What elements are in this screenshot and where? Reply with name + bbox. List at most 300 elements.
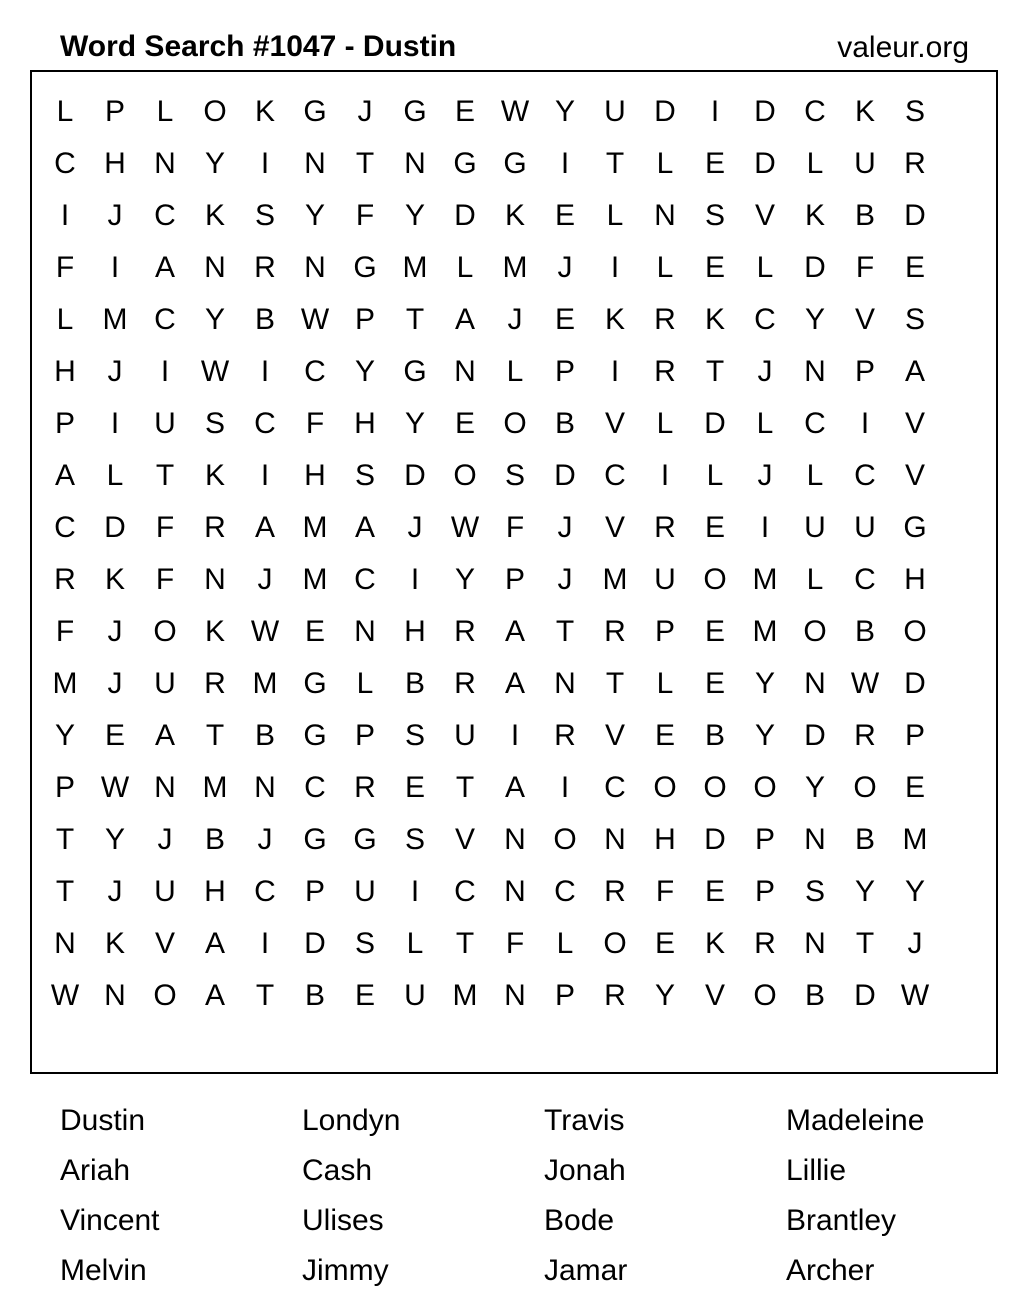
grid-cell: G: [303, 823, 327, 856]
grid-cell: K: [704, 303, 725, 336]
grid-cell: D: [804, 719, 826, 752]
grid-cell: J: [557, 251, 573, 284]
grid-cell: J: [557, 563, 573, 596]
grid-cell: C: [754, 303, 776, 336]
grid-cell: M: [902, 823, 928, 856]
grid-cell: U: [354, 875, 376, 908]
grid-cell: R: [604, 615, 626, 648]
grid-cell: R: [904, 147, 926, 180]
grid-cell: I: [60, 199, 70, 232]
grid-cell: N: [204, 251, 226, 284]
grid-cell: N: [104, 979, 126, 1012]
grid-cell: T: [605, 147, 625, 180]
grid-cell: W: [500, 95, 530, 128]
page-title: Word Search #1047 - Dustin: [60, 30, 457, 63]
grid-cell: T: [855, 927, 875, 960]
grid-cell: N: [254, 771, 276, 804]
grid-cell: B: [854, 823, 875, 856]
grid-cell: C: [254, 407, 276, 440]
grid-cell: H: [654, 823, 676, 856]
grid-cell: A: [354, 511, 375, 544]
grid-cell: F: [55, 251, 75, 284]
grid-cell: B: [854, 199, 875, 232]
grid-cell: L: [656, 667, 674, 700]
grid-cell: O: [603, 927, 627, 960]
grid-cell: N: [504, 875, 526, 908]
grid-cell: U: [154, 407, 176, 440]
grid-cell: F: [505, 511, 525, 544]
grid-cell: U: [854, 511, 876, 544]
grid-cell: C: [604, 771, 626, 804]
word-list-item: Jimmy: [302, 1254, 389, 1287]
grid-cell: D: [854, 979, 876, 1012]
grid-cell: L: [606, 199, 624, 232]
grid-cell: A: [54, 459, 75, 492]
grid-cell: L: [356, 667, 374, 700]
grid-cell: P: [854, 355, 875, 388]
grid-cell: U: [454, 719, 476, 752]
grid-cell: L: [806, 563, 824, 596]
grid-cell: T: [55, 823, 75, 856]
word-list-item: Jamar: [544, 1254, 628, 1287]
grid-cell: F: [55, 615, 75, 648]
grid-cell: Y: [904, 875, 925, 908]
grid-cell: K: [854, 95, 875, 128]
grid-cell: E: [704, 511, 725, 544]
grid-cell: P: [354, 303, 375, 336]
grid-cell: W: [300, 303, 330, 336]
grid-cell: J: [257, 563, 273, 596]
grid-cell: B: [704, 719, 725, 752]
grid-cell: M: [302, 563, 328, 596]
site-name: valeur.org: [837, 31, 969, 64]
word-list-item: Londyn: [302, 1104, 401, 1137]
grid-cell: O: [653, 771, 677, 804]
grid-cell: O: [153, 979, 177, 1012]
grid-cell: V: [904, 407, 925, 440]
grid-cell: S: [404, 823, 425, 856]
grid-cell: A: [504, 771, 525, 804]
grid-cell: D: [404, 459, 426, 492]
grid-cell: N: [654, 199, 676, 232]
grid-cell: U: [804, 511, 826, 544]
grid-cell: G: [403, 355, 427, 388]
grid-cell: R: [654, 355, 676, 388]
grid-cell: P: [54, 771, 75, 804]
grid-cell: K: [104, 927, 125, 960]
grid-cell: T: [605, 667, 625, 700]
grid-cell: J: [157, 823, 173, 856]
grid-cell: J: [107, 667, 123, 700]
word-list-item: Jonah: [544, 1154, 626, 1187]
grid-cell: R: [754, 927, 776, 960]
grid-cell: H: [304, 459, 326, 492]
grid-cell: A: [454, 303, 475, 336]
grid-cell: G: [353, 251, 377, 284]
grid-cell: O: [153, 615, 177, 648]
grid-cell: T: [405, 303, 425, 336]
grid-cell: M: [252, 667, 278, 700]
grid-cell: V: [704, 979, 725, 1012]
grid-cell: T: [555, 615, 575, 648]
grid-cell: C: [254, 875, 276, 908]
grid-cell: M: [302, 511, 328, 544]
grid-cell: I: [660, 459, 670, 492]
grid-cell: T: [455, 771, 475, 804]
grid-cell: E: [654, 927, 675, 960]
grid-cell: P: [504, 563, 525, 596]
grid-cell: B: [204, 823, 225, 856]
grid-cell: M: [752, 615, 778, 648]
grid-cell: F: [505, 927, 525, 960]
grid-cell: L: [806, 147, 824, 180]
grid-cell: I: [410, 563, 420, 596]
grid-cell: N: [154, 771, 176, 804]
grid-cell: U: [854, 147, 876, 180]
grid-cell: D: [554, 459, 576, 492]
grid-cell: T: [155, 459, 175, 492]
grid-cell: P: [654, 615, 675, 648]
grid-cell: N: [454, 355, 476, 388]
grid-cell: D: [304, 927, 326, 960]
grid-cell: W: [900, 979, 930, 1012]
grid-cell: A: [504, 667, 525, 700]
grid-cell: B: [304, 979, 325, 1012]
grid-cell: Y: [404, 199, 425, 232]
word-list-item: Melvin: [60, 1254, 147, 1287]
grid-cell: U: [154, 875, 176, 908]
grid-cell: Y: [354, 355, 375, 388]
grid-cell: M: [102, 303, 128, 336]
grid-cell: J: [757, 355, 773, 388]
grid-cell: K: [254, 95, 275, 128]
grid-cell: R: [54, 563, 76, 596]
grid-cell: N: [354, 615, 376, 648]
grid-cell: W: [200, 355, 230, 388]
grid-cell: I: [260, 459, 270, 492]
grid-cell: O: [453, 459, 477, 492]
grid-cell: M: [502, 251, 528, 284]
grid-cell: J: [407, 511, 423, 544]
grid-cell: G: [353, 823, 377, 856]
grid-cell: H: [104, 147, 126, 180]
grid-cell: B: [804, 979, 825, 1012]
grid-cell: P: [554, 355, 575, 388]
grid-cell: F: [155, 563, 175, 596]
grid-cell: T: [255, 979, 275, 1012]
grid-cell: E: [704, 667, 725, 700]
grid-cell: F: [655, 875, 675, 908]
grid-cell: E: [654, 719, 675, 752]
word-list-item: Ulises: [302, 1204, 384, 1237]
grid-cell: D: [754, 147, 776, 180]
grid-cell: D: [454, 199, 476, 232]
grid-cell: R: [454, 667, 476, 700]
grid-cell: C: [154, 303, 176, 336]
grid-cell: S: [254, 199, 275, 232]
grid-cell: G: [303, 667, 327, 700]
grid-cell: P: [554, 979, 575, 1012]
grid-cell: F: [855, 251, 875, 284]
grid-cell: P: [754, 875, 775, 908]
grid-cell: S: [354, 459, 375, 492]
word-list: [60, 1096, 1028, 1296]
grid-cell: W: [250, 615, 280, 648]
grid-cell: G: [453, 147, 477, 180]
grid-cell: S: [504, 459, 525, 492]
grid-cell: Y: [304, 199, 325, 232]
word-list-item: Archer: [786, 1254, 875, 1287]
grid-cell: Y: [204, 147, 225, 180]
grid-cell: C: [454, 875, 476, 908]
word-list-item: Vincent: [60, 1204, 160, 1237]
grid-cell: E: [304, 615, 325, 648]
word-list-item: Brantley: [786, 1204, 897, 1237]
grid-cell: N: [604, 823, 626, 856]
grid-cell: V: [154, 927, 175, 960]
grid-cell: N: [204, 563, 226, 596]
grid-cell: I: [860, 407, 870, 440]
grid-cell: E: [554, 303, 575, 336]
grid-cell: I: [560, 147, 570, 180]
grid-cell: O: [703, 771, 727, 804]
grid-cell: H: [904, 563, 926, 596]
grid-cell: I: [710, 95, 720, 128]
grid-cell: L: [756, 251, 774, 284]
grid-cell: Y: [754, 667, 775, 700]
grid-cell: R: [554, 719, 576, 752]
grid-cell: B: [554, 407, 575, 440]
grid-cell: E: [704, 615, 725, 648]
grid-cell: T: [455, 927, 475, 960]
grid-cell: O: [803, 615, 827, 648]
grid-cell: B: [254, 303, 275, 336]
grid-cell: C: [554, 875, 576, 908]
grid-cell: F: [355, 199, 375, 232]
grid-cell: J: [257, 823, 273, 856]
grid-cell: S: [404, 719, 425, 752]
grid-cell: L: [456, 251, 474, 284]
grid-cell: N: [304, 147, 326, 180]
grid-cell: U: [604, 95, 626, 128]
grid-cell: K: [204, 615, 225, 648]
grid-cell: N: [804, 823, 826, 856]
grid-cell: A: [204, 979, 225, 1012]
grid-cell: W: [50, 979, 80, 1012]
grid-cell: E: [704, 147, 725, 180]
grid-cell: L: [106, 459, 124, 492]
grid-cell: M: [202, 771, 228, 804]
grid-cell: Y: [454, 563, 475, 596]
grid-cell: N: [154, 147, 176, 180]
grid-cell: D: [904, 667, 926, 700]
word-list-item: Travis: [544, 1104, 625, 1137]
grid-cell: Y: [554, 95, 575, 128]
grid-cell: U: [154, 667, 176, 700]
grid-cell: Y: [804, 771, 825, 804]
grid-cell: C: [54, 511, 76, 544]
grid-cell: N: [504, 979, 526, 1012]
grid-cell: I: [260, 927, 270, 960]
grid-cell: T: [205, 719, 225, 752]
grid-cell: A: [504, 615, 525, 648]
grid-cell: L: [706, 459, 724, 492]
grid-cell: N: [404, 147, 426, 180]
grid-cell: S: [904, 303, 925, 336]
grid-cell: C: [804, 407, 826, 440]
grid-cell: O: [703, 563, 727, 596]
grid-cell: L: [656, 147, 674, 180]
grid-cell: M: [402, 251, 428, 284]
grid-cell: U: [404, 979, 426, 1012]
grid-cell: J: [107, 355, 123, 388]
grid-cell: P: [104, 95, 125, 128]
grid-cell: E: [104, 719, 125, 752]
grid-cell: G: [903, 511, 927, 544]
grid-cell: P: [904, 719, 925, 752]
grid-cell: Y: [104, 823, 125, 856]
grid-cell: P: [754, 823, 775, 856]
grid-cell: P: [54, 407, 75, 440]
grid-cell: K: [204, 199, 225, 232]
grid-cell: A: [904, 355, 925, 388]
grid-cell: R: [204, 667, 226, 700]
grid-cell: C: [854, 563, 876, 596]
grid-cell: J: [107, 199, 123, 232]
grid-cell: J: [357, 95, 373, 128]
word-list-item: Bode: [544, 1204, 615, 1237]
grid-cell: A: [254, 511, 275, 544]
grid-cell: N: [304, 251, 326, 284]
grid-cell: K: [604, 303, 625, 336]
grid-cell: P: [354, 719, 375, 752]
grid-cell: E: [704, 251, 725, 284]
grid-cell: B: [404, 667, 425, 700]
grid-cell: U: [654, 563, 676, 596]
grid-cell: I: [760, 511, 770, 544]
word-list-item: Dustin: [60, 1104, 146, 1137]
grid-cell: S: [804, 875, 825, 908]
grid-cell: G: [303, 95, 327, 128]
word-list-item: Ariah: [60, 1154, 131, 1187]
letter-grid: [40, 86, 940, 1022]
grid-cell: G: [303, 719, 327, 752]
grid-cell: R: [354, 771, 376, 804]
grid-cell: D: [704, 407, 726, 440]
grid-cell: D: [654, 95, 676, 128]
grid-cell: M: [752, 563, 778, 596]
grid-cell: L: [556, 927, 574, 960]
grid-cell: S: [904, 95, 925, 128]
grid-cell: O: [903, 615, 927, 648]
grid-cell: T: [355, 147, 375, 180]
grid-cell: D: [804, 251, 826, 284]
grid-cell: I: [610, 355, 620, 388]
grid-cell: I: [160, 355, 170, 388]
grid-cell: V: [454, 823, 475, 856]
grid-cell: L: [656, 407, 674, 440]
grid-cell: I: [510, 719, 520, 752]
grid-cell: Y: [54, 719, 75, 752]
grid-cell: C: [354, 563, 376, 596]
grid-cell: E: [454, 407, 475, 440]
grid-cell: S: [354, 927, 375, 960]
grid-cell: Y: [804, 303, 825, 336]
grid-cell: R: [654, 511, 676, 544]
grid-cell: L: [806, 459, 824, 492]
grid-cell: M: [52, 667, 78, 700]
grid-cell: E: [904, 251, 925, 284]
grid-cell: S: [704, 199, 725, 232]
grid-cell: E: [554, 199, 575, 232]
grid-cell: R: [204, 511, 226, 544]
grid-cell: I: [260, 147, 270, 180]
grid-cell: A: [154, 719, 175, 752]
grid-cell: I: [410, 875, 420, 908]
grid-cell: W: [850, 667, 880, 700]
grid-cell: K: [804, 199, 825, 232]
grid-cell: L: [756, 407, 774, 440]
grid-cell: I: [560, 771, 570, 804]
grid-cell: H: [204, 875, 226, 908]
grid-cell: D: [904, 199, 926, 232]
grid-cell: H: [354, 407, 376, 440]
grid-cell: F: [305, 407, 325, 440]
grid-cell: Y: [654, 979, 675, 1012]
grid-cell: V: [904, 459, 925, 492]
grid-cell: C: [854, 459, 876, 492]
grid-cell: D: [704, 823, 726, 856]
grid-cell: R: [604, 979, 626, 1012]
grid-cell: J: [107, 615, 123, 648]
grid-cell: E: [454, 95, 475, 128]
grid-cell: B: [254, 719, 275, 752]
grid-cell: R: [654, 303, 676, 336]
grid-cell: V: [604, 719, 625, 752]
grid-cell: H: [404, 615, 426, 648]
grid-cell: K: [204, 459, 225, 492]
grid-cell: O: [553, 823, 577, 856]
grid-cell: L: [406, 927, 424, 960]
grid-cell: J: [907, 927, 923, 960]
grid-cell: E: [904, 771, 925, 804]
grid-cell: L: [56, 95, 74, 128]
grid-cell: C: [304, 771, 326, 804]
grid-cell: Y: [404, 407, 425, 440]
grid-cell: R: [454, 615, 476, 648]
grid-cell: S: [204, 407, 225, 440]
grid-cell: O: [203, 95, 227, 128]
grid-cell: A: [154, 251, 175, 284]
grid-cell: I: [610, 251, 620, 284]
grid-cell: H: [54, 355, 76, 388]
grid-cell: M: [452, 979, 478, 1012]
grid-cell: N: [504, 823, 526, 856]
grid-cell: L: [656, 251, 674, 284]
grid-cell: G: [403, 95, 427, 128]
grid-cell: K: [504, 199, 525, 232]
grid-cell: I: [110, 407, 120, 440]
grid-cell: N: [54, 927, 76, 960]
grid-cell: O: [503, 407, 527, 440]
grid-cell: N: [804, 927, 826, 960]
grid-cell: E: [404, 771, 425, 804]
grid-cell: C: [304, 355, 326, 388]
grid-cell: T: [705, 355, 725, 388]
grid-cell: J: [107, 875, 123, 908]
grid-cell: J: [557, 511, 573, 544]
grid-cell: D: [104, 511, 126, 544]
